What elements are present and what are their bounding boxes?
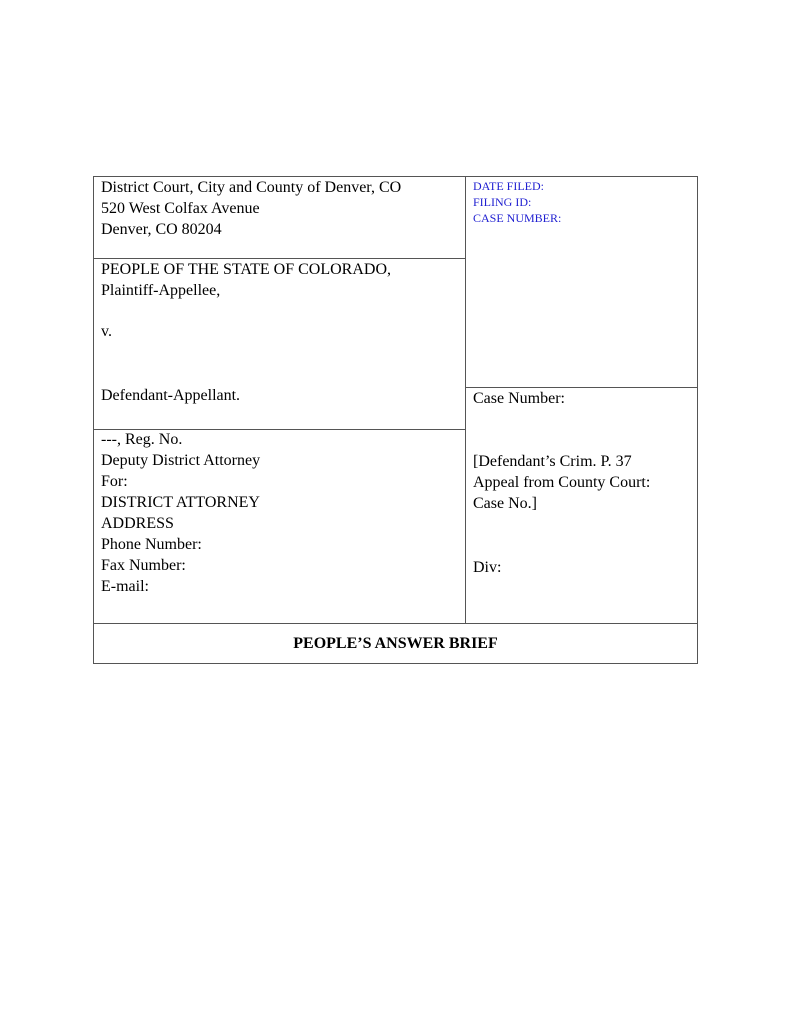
attorney-phone: Phone Number:	[101, 536, 202, 553]
filing-id-label: FILING ID:	[473, 195, 532, 209]
parties-info	[101, 259, 391, 406]
court-street: 520 West Colfax Avenue	[101, 200, 260, 217]
attorney-email: E-mail:	[101, 578, 149, 595]
plaintiff-name: PEOPLE OF THE STATE OF COLORADO,	[101, 261, 391, 278]
case-number-label: Case Number:	[473, 390, 565, 407]
court-info	[101, 177, 401, 240]
appeal-line-3: Case No.]	[473, 495, 537, 512]
appeal-line-2: Appeal from County Court:	[473, 474, 651, 491]
defendant-role: Defendant-Appellant.	[101, 387, 241, 404]
case-caption-box	[93, 176, 698, 664]
attorney-address: ADDRESS	[101, 515, 174, 532]
case-number-stamp-label: CASE NUMBER:	[473, 211, 562, 225]
appeal-line-1: [Defendant’s Crim. P. 37	[473, 453, 632, 470]
attorney-fax: Fax Number:	[101, 557, 186, 574]
brief-title-cell	[94, 624, 697, 663]
case-info	[473, 388, 650, 578]
brief-title: PEOPLE’S ANSWER BRIEF	[293, 635, 498, 652]
date-filed-label: DATE FILED:	[473, 179, 544, 193]
versus-label: v.	[101, 323, 112, 340]
attorney-for-label: For:	[101, 473, 128, 490]
court-city: Denver, CO 80204	[101, 221, 222, 238]
attorney-info	[101, 429, 260, 597]
filing-stamp	[473, 178, 561, 226]
court-name: District Court, City and County of Denver, CO	[101, 179, 402, 196]
attorney-reg: ---, Reg. No.	[101, 431, 183, 448]
attorney-office: DISTRICT ATTORNEY	[101, 494, 260, 511]
division-label: Div:	[473, 559, 502, 576]
attorney-title: Deputy District Attorney	[101, 452, 261, 469]
column-divider	[465, 177, 466, 623]
plaintiff-role: Plaintiff-Appellee,	[101, 282, 221, 299]
